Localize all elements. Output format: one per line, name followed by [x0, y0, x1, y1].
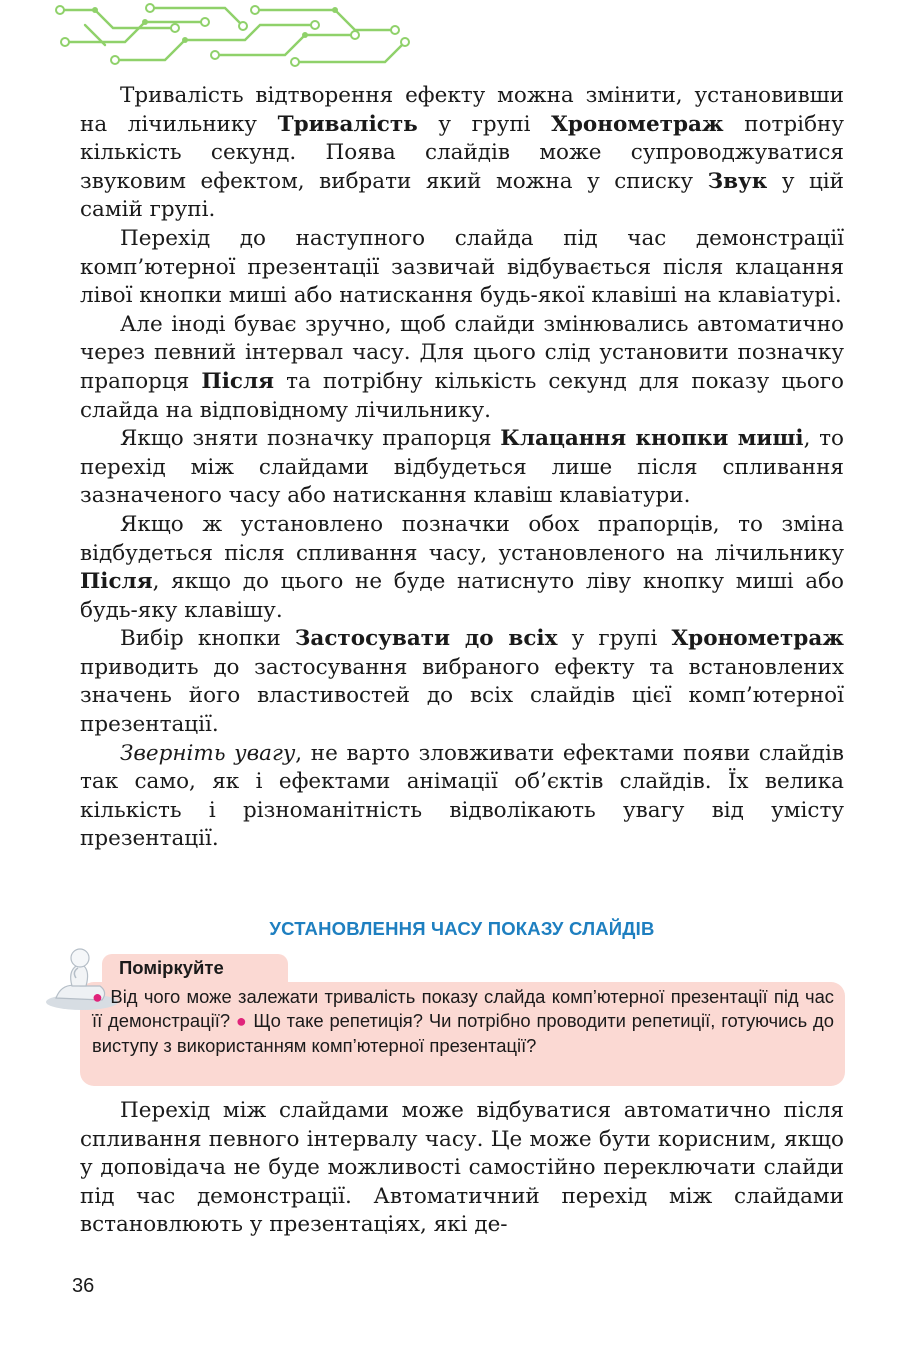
- main-text-bottom: [80, 1097, 844, 1240]
- paragraph: Тривалість відтворення ефекту можна змінити, установивши на лічильнику Тривалість у групі Хронометраж потрібну кількість секунд. Поява слайдів може супроводжуватися звуковим ефектом, вибрати який можна у списку Звук у цій самій групі.: [80, 83, 844, 223]
- circuit-board-decoration: [55, 0, 415, 70]
- paragraph: Зверніть увагу, не варто зловживати ефектами появи слайдів так само, як і ефектами анімації об’єктів слайдів. Їх велика кількість і різноманітність відволікають увагу від умісту презентації.: [80, 740, 844, 852]
- paragraph: Якщо зняти позначку прапорця Клацання кнопки миші, то перехід між слайдами відбудеться лише після спливання зазначеного часу або натискання клавіш клавіатури.: [80, 426, 844, 509]
- bold-term: Хронометраж: [671, 626, 844, 652]
- paragraph: Але іноді буває зручно, щоб слайди змінювались автоматично через певний інтервал часу. Для цього слід установити позначку прапорця Після та потрібну кількість секунд для показу цього слайда на відповідному лічильнику.: [80, 311, 844, 423]
- paragraph: Якщо ж установлено позначки обох прапорців, то зміна відбудеться після спливання часу, установленого на лічильнику Після, якщо до цього не буде натиснуто ліву кнопку миші або будь-яку клавішу.: [80, 511, 844, 623]
- bold-term: Застосувати до всіх: [294, 626, 558, 652]
- main-text-top: [80, 82, 844, 854]
- think-question-2: Що таке репетиція? Чи потрібно проводити репетиції, готуючись до виступу з використанням комп’ютерної презентації?: [92, 1010, 834, 1056]
- bold-term: Після: [201, 368, 275, 394]
- bold-term: Тривалість: [277, 111, 418, 137]
- think-question-1: Від чого може залежати тривалість показу слайда комп’ютерної презентації під час її демонстрації?: [92, 986, 834, 1032]
- bold-term: Після: [80, 569, 153, 595]
- paragraph: Перехід до наступного слайда під час демонстрації комп’ютерної презентації зазвичай відбувається після клацання лівої кнопки миші або натискання будь-якої клавіші на клавіатурі.: [80, 225, 844, 309]
- think-box-questions: [92, 985, 834, 1058]
- think-box-title: Поміркуйте: [119, 957, 224, 978]
- italic-phrase: Зверніть увагу: [120, 740, 296, 766]
- paragraph: Перехід між слайдами може відбуватися автоматично після спливання певного інтервалу часу. Це може бути корисним, якщо у доповідача не буде можливості самостійно переключати слайди під час демонстрації. Автоматичний перехід між слайдами встановлюють у презентаціях, які де-: [80, 1098, 844, 1238]
- bullet-icon: ●: [92, 987, 105, 1007]
- section-heading: УСТАНОВЛЕННЯ ЧАСУ ПОКАЗУ СЛАЙДІВ: [269, 918, 655, 939]
- bold-term: Клацання кнопки миші: [500, 426, 804, 452]
- page-number: 36: [72, 1275, 95, 1297]
- bullet-icon: ●: [235, 1011, 248, 1032]
- bold-term: Хронометраж: [551, 111, 724, 137]
- bold-term: Звук: [707, 168, 768, 194]
- paragraph: Вибір кнопки Застосувати до всіх у групі Хронометраж приводить до застосування вибраного ефекту та встановлених значень його властивостей до всіх слайдів цієї комп’ютерної презентації.: [80, 626, 844, 738]
